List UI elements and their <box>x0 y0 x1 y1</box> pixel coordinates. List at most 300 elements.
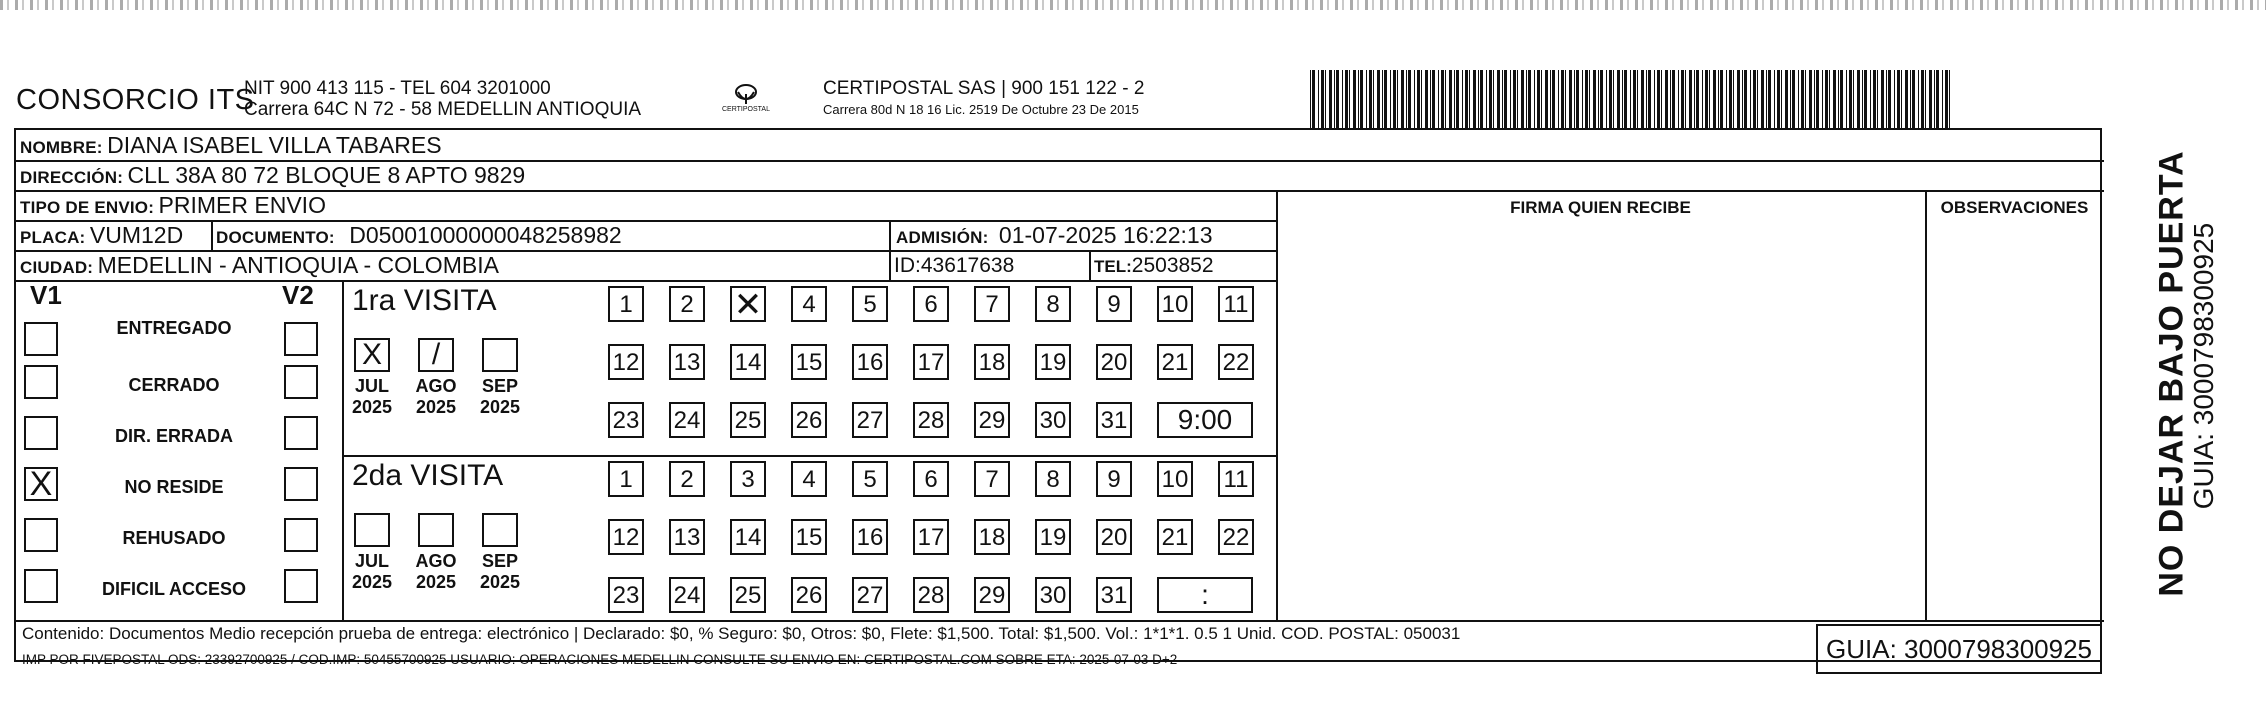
barcode-bar <box>1694 70 1695 128</box>
barcode-bar <box>1888 70 1891 128</box>
month-checkbox[interactable]: / <box>418 338 454 372</box>
barcode-bar <box>1757 70 1758 128</box>
barcode-bar <box>1552 70 1555 128</box>
month-label <box>406 551 466 593</box>
barcode-bar <box>1949 70 1950 128</box>
day-box[interactable]: 2 <box>669 461 705 497</box>
observaciones-header: OBSERVACIONES <box>1940 198 2089 217</box>
tel-value: 2503852 <box>1131 254 1214 277</box>
status-row <box>16 461 338 511</box>
barcode-bar <box>1550 70 1551 128</box>
company-address: Carrera 64C N 72 - 58 MEDELLIN ANTIOQUIA <box>244 99 642 120</box>
barcode-bar <box>1729 70 1732 128</box>
day-box[interactable]: 24 <box>669 577 705 613</box>
day-box[interactable]: 18 <box>974 519 1010 555</box>
delivery-form <box>14 128 2102 667</box>
month-year: 2025 <box>479 572 521 592</box>
v1-checkbox[interactable] <box>24 518 58 552</box>
day-box[interactable]: 26 <box>791 577 827 613</box>
barcode-bar <box>1705 70 1708 128</box>
day-box[interactable]: 5 <box>852 461 888 497</box>
v2-checkbox[interactable] <box>284 467 318 501</box>
barcode-bar <box>1342 70 1343 128</box>
barcode-bar <box>1881 70 1884 128</box>
barcode-bar <box>1929 70 1932 128</box>
barcode-bar <box>1397 70 1398 128</box>
barcode-bar <box>1622 70 1623 128</box>
barcode-bar <box>1574 70 1575 128</box>
day-box[interactable]: 10 <box>1157 461 1193 497</box>
barcode-bar <box>1373 70 1374 128</box>
barcode-bar <box>1750 70 1751 128</box>
month-year: 2025 <box>415 397 457 417</box>
barcode-bar <box>1934 70 1935 128</box>
month-name: SEP <box>481 376 519 396</box>
month-checkbox[interactable] <box>482 513 518 547</box>
day-box[interactable]: 30 <box>1035 577 1071 613</box>
month-checkbox[interactable] <box>354 513 390 547</box>
col-divider <box>1276 190 1278 620</box>
day-box[interactable] <box>730 286 766 322</box>
barcode-bar <box>1598 70 1599 128</box>
side-guia: GUIA: 3000798300925 <box>2188 222 2219 510</box>
visit-title: 1ra VISITA <box>352 284 497 317</box>
day-box[interactable]: 7 <box>974 286 1010 322</box>
v1-checkbox[interactable] <box>24 322 58 356</box>
barcode-bar <box>1414 70 1415 128</box>
v1-checkbox[interactable]: X <box>24 467 58 501</box>
barcode-bar <box>1430 70 1431 128</box>
barcode-bar <box>1486 70 1487 128</box>
month-checkbox[interactable]: X <box>354 338 390 372</box>
barcode-bar <box>1713 70 1716 128</box>
barcode-bar <box>1849 70 1852 128</box>
barcode-bar <box>1593 70 1596 128</box>
barcode-bar <box>1833 70 1836 128</box>
barcode-bar <box>1744 70 1747 128</box>
barcode-bar <box>1502 70 1503 128</box>
v2-checkbox[interactable] <box>284 322 318 356</box>
barcode-bar <box>1369 70 1372 128</box>
barcode-bar <box>1774 70 1775 128</box>
day-box[interactable]: 21 <box>1157 519 1193 555</box>
direccion-value: CLL 38A 80 72 BLOQUE 8 APTO 9829 <box>127 162 526 188</box>
barcode-bar <box>1325 70 1326 128</box>
barcode-bar <box>1661 70 1662 128</box>
day-box[interactable]: 14 <box>730 519 766 555</box>
barcode-bar <box>1801 70 1804 128</box>
day-box[interactable]: 27 <box>852 577 888 613</box>
admision-value: 01-07-2025 16:22:13 <box>998 222 1213 248</box>
barcode-bar <box>1517 70 1518 128</box>
status-row <box>16 512 338 562</box>
barcode-bar <box>1449 70 1452 128</box>
barcode-bar <box>1637 70 1638 128</box>
placa-value: VUM12D <box>89 222 184 248</box>
day-box[interactable]: 15 <box>791 344 827 380</box>
day-box[interactable]: 12 <box>608 344 644 380</box>
v2-checkbox[interactable] <box>284 518 318 552</box>
barcode <box>1310 70 1950 128</box>
day-box[interactable]: 20 <box>1096 519 1132 555</box>
month-name: JUL <box>354 551 389 571</box>
barcode-bar <box>1864 70 1867 128</box>
visit-title: 2da VISITA <box>352 459 504 492</box>
day-box[interactable]: 25 <box>730 402 766 438</box>
status-label: DIFICIL ACCESO <box>101 579 246 599</box>
company-name: CONSORCIO ITS <box>16 84 255 116</box>
day-box[interactable]: 22 <box>1218 344 1254 380</box>
barcode-bar <box>1838 70 1839 128</box>
month-checkbox[interactable] <box>482 338 518 372</box>
barcode-bar <box>1825 70 1828 128</box>
barcode-bar <box>1702 70 1703 128</box>
month-label <box>470 551 530 593</box>
barcode-bar <box>1901 70 1902 128</box>
barcode-bar <box>1792 70 1795 128</box>
barcode-bar <box>1877 70 1878 128</box>
ciudad-field <box>20 252 499 279</box>
barcode-bar <box>1829 70 1830 128</box>
month-label <box>342 376 402 418</box>
day-box[interactable]: 3 <box>730 461 766 497</box>
placa-field <box>20 222 183 249</box>
barcode-bar <box>1425 70 1428 128</box>
barcode-bar <box>1366 70 1367 128</box>
ciudad-label: CIUDAD: <box>20 258 94 277</box>
barcode-bar <box>1561 70 1564 128</box>
barcode-bar <box>1936 70 1939 128</box>
v1-header: V1 <box>30 280 62 310</box>
barcode-bar <box>1438 70 1439 128</box>
barcode-bar <box>1777 70 1780 128</box>
nombre-label: NOMBRE: <box>20 138 103 157</box>
month-year: 2025 <box>415 572 457 592</box>
month-year: 2025 <box>479 397 521 417</box>
barcode-bar <box>1648 70 1651 128</box>
barcode-bar <box>1665 70 1668 128</box>
barcode-bar <box>1510 70 1511 128</box>
month-label <box>470 376 530 418</box>
day-box[interactable]: 4 <box>791 461 827 497</box>
day-box[interactable]: 13 <box>669 519 705 555</box>
barcode-bar <box>1897 70 1900 128</box>
day-box[interactable]: 16 <box>852 519 888 555</box>
day-box[interactable]: 17 <box>913 344 949 380</box>
side-text-block <box>2100 100 2240 660</box>
v2-checkbox[interactable] <box>284 569 318 603</box>
logo-text: CERTIPOSTAL <box>722 106 770 113</box>
barcode-bar <box>1526 70 1527 128</box>
barcode-bar <box>1360 70 1363 128</box>
barcode-bar <box>1513 70 1516 128</box>
barcode-bar <box>1672 70 1675 128</box>
day-box[interactable]: 19 <box>1035 519 1071 555</box>
barcode-bar <box>1606 70 1607 128</box>
day-box[interactable]: 27 <box>852 402 888 438</box>
barcode-bar <box>1334 70 1335 128</box>
footer-contents: Contenido: Documentos Medio recepción prueba de entrega: electrónico | Declarado: $0, % Seguro: $0, Otros: $0, Flete: $1,500. Total: $1,500. Vol.: 1*1*1. 0.5 1 Unid. COD. POSTAL: 050031 <box>22 624 1461 643</box>
day-box[interactable]: 11 <box>1218 286 1254 322</box>
barcode-bar <box>1336 70 1339 128</box>
day-box[interactable]: 6 <box>913 461 949 497</box>
carrier-name: CERTIPOSTAL SAS | 900 151 122 - 2 <box>823 78 1145 99</box>
barcode-bar <box>1377 70 1380 128</box>
barcode-bar <box>1576 70 1579 128</box>
barcode-bar <box>1310 70 1311 128</box>
status-label: ENTREGADO <box>116 318 232 338</box>
day-box[interactable]: 9 <box>1096 286 1132 322</box>
row-divider <box>16 620 2104 622</box>
col-divider <box>1925 190 1927 620</box>
col-divider <box>889 220 891 280</box>
documento-value: D05001000000048258982 <box>349 222 622 248</box>
placa-label: PLACA: <box>20 228 86 247</box>
barcode-bar <box>1534 70 1535 128</box>
barcode-bar <box>1441 70 1444 128</box>
barcode-bar <box>1390 70 1391 128</box>
day-box[interactable]: 30 <box>1035 402 1071 438</box>
barcode-bar <box>1918 70 1919 128</box>
footer-print-info: IMP POR FIVEPOSTAL ODS: 23392700925 / COD.IMP: 50455700925 USUARIO: OPERACIONES MEDELLIN CONSULTE SU ENVIO EN: CERTIPOSTAL.COM SOBRE ETA: 2025-07-03 D+2 <box>22 652 1178 667</box>
barcode-bar <box>1809 70 1812 128</box>
month-name: JUL <box>354 376 389 396</box>
v2-checkbox[interactable] <box>284 365 318 399</box>
day-box[interactable]: 24 <box>669 402 705 438</box>
status-row <box>16 308 338 358</box>
day-box[interactable]: 6 <box>913 286 949 322</box>
barcode-bar <box>1541 70 1542 128</box>
barcode-bar <box>1565 70 1566 128</box>
day-box[interactable]: 11 <box>1218 461 1254 497</box>
barcode-bar <box>1582 70 1583 128</box>
barcode-bar <box>1720 70 1723 128</box>
status-checklist <box>16 308 338 618</box>
v2-checkbox[interactable] <box>284 416 318 450</box>
day-box[interactable]: 13 <box>669 344 705 380</box>
barcode-bar <box>1489 70 1492 128</box>
side-panel <box>2096 100 2236 660</box>
day-box[interactable]: 9 <box>1096 461 1132 497</box>
barcode-bar <box>1718 70 1719 128</box>
status-label: CERRADO <box>128 375 220 395</box>
id-value: 43617638 <box>920 254 1015 277</box>
status-row <box>16 359 338 409</box>
barcode-bar <box>1726 70 1727 128</box>
month-name: AGO <box>415 376 457 396</box>
barcode-bar <box>1641 70 1644 128</box>
barcode-bar <box>1445 70 1446 128</box>
status-label: NO RESIDE <box>124 477 224 497</box>
day-box[interactable]: 18 <box>974 344 1010 380</box>
day-box[interactable]: 29 <box>974 577 1010 613</box>
barcode-bar <box>1910 70 1911 128</box>
tipo-envio-value: PRIMER ENVIO <box>158 192 326 218</box>
barcode-bar <box>1630 70 1631 128</box>
day-box[interactable]: 12 <box>608 519 644 555</box>
day-box[interactable]: 28 <box>913 402 949 438</box>
v1-checkbox[interactable] <box>24 365 58 399</box>
barcode-bar <box>1353 70 1356 128</box>
barcode-bar <box>1921 70 1924 128</box>
barcode-bar <box>1521 70 1524 128</box>
day-box[interactable]: 23 <box>608 402 644 438</box>
barcode-bar <box>1545 70 1548 128</box>
barcode-bar <box>1814 70 1815 128</box>
day-box[interactable]: 1 <box>608 461 644 497</box>
company-nit: NIT 900 413 115 - TEL 604 3201000 <box>244 78 551 99</box>
tipo-envio-field <box>20 192 326 219</box>
day-box[interactable]: 8 <box>1035 461 1071 497</box>
barcode-bar <box>1912 70 1915 128</box>
barcode-bar <box>1633 70 1636 128</box>
direccion-label: DIRECCIÓN: <box>20 168 124 187</box>
barcode-bar <box>1421 70 1422 128</box>
barcode-bar <box>1873 70 1876 128</box>
barcode-bar <box>1408 70 1411 128</box>
month-name: SEP <box>481 551 519 571</box>
nombre-field <box>20 132 442 159</box>
barcode-bar <box>1737 70 1740 128</box>
barcode-bar <box>1840 70 1843 128</box>
barcode-bar <box>1654 70 1655 128</box>
barcode-bar <box>1345 70 1348 128</box>
barcode-bar <box>1558 70 1559 128</box>
barcode-bar <box>1670 70 1671 128</box>
barcode-bar <box>1689 70 1692 128</box>
barcode-bar <box>1646 70 1647 128</box>
day-box[interactable]: 5 <box>852 286 888 322</box>
barcode-bar <box>1454 70 1455 128</box>
barcode-bar <box>1768 70 1771 128</box>
barcode-bar <box>1678 70 1679 128</box>
barcode-bar <box>1417 70 1420 128</box>
barcode-bar <box>1406 70 1407 128</box>
barcode-bar <box>1753 70 1756 128</box>
barcode-bar <box>1857 70 1860 128</box>
barcode-bar <box>1781 70 1782 128</box>
barcode-bar <box>1822 70 1823 128</box>
admision-field <box>896 222 1213 249</box>
status-label: REHUSADO <box>122 528 226 548</box>
guia-number: GUIA: 3000798300925 <box>1816 624 2102 674</box>
company-info <box>244 78 641 120</box>
barcode-bar <box>1318 70 1319 128</box>
day-box[interactable]: 15 <box>791 519 827 555</box>
day-box[interactable]: 29 <box>974 402 1010 438</box>
day-box[interactable]: 21 <box>1157 344 1193 380</box>
barcode-bar <box>1349 70 1350 128</box>
visit-2-panel <box>344 457 1274 619</box>
day-box[interactable]: 17 <box>913 519 949 555</box>
barcode-bar <box>1497 70 1500 128</box>
v1-checkbox[interactable] <box>24 416 58 450</box>
barcode-bar <box>1613 70 1614 128</box>
no-dejar-warning: NO DEJAR BAJO PUERTA <box>2152 150 2191 597</box>
barcode-bar <box>1766 70 1767 128</box>
day-box[interactable]: 4 <box>791 286 827 322</box>
barcode-bar <box>1870 70 1871 128</box>
day-box[interactable]: 7 <box>974 461 1010 497</box>
certipostal-logo <box>714 80 778 124</box>
day-box[interactable]: 25 <box>730 577 766 613</box>
month-checkbox[interactable] <box>418 513 454 547</box>
documento-field <box>216 222 622 249</box>
barcode-bar <box>1657 70 1660 128</box>
barcode-bar <box>1528 70 1531 128</box>
time-field[interactable]: : <box>1157 577 1253 613</box>
day-box[interactable]: 19 <box>1035 344 1071 380</box>
barcode-bar <box>1805 70 1806 128</box>
day-box[interactable]: 31 <box>1096 577 1132 613</box>
day-box[interactable]: 31 <box>1096 402 1132 438</box>
barcode-bar <box>1945 70 1948 128</box>
barcode-bar <box>1312 70 1315 128</box>
barcode-bar <box>1709 70 1710 128</box>
day-box[interactable]: 16 <box>852 344 888 380</box>
barcode-bar <box>1685 70 1686 128</box>
barcode-bar <box>1905 70 1908 128</box>
day-box[interactable]: 2 <box>669 286 705 322</box>
documento-label: DOCUMENTO: <box>216 228 335 247</box>
barcode-bar <box>1473 70 1476 128</box>
barcode-bar <box>1462 70 1463 128</box>
month-year: 2025 <box>351 572 393 592</box>
barcode-bar <box>1382 70 1383 128</box>
id-field <box>894 254 1014 278</box>
barcode-bar <box>1862 70 1863 128</box>
barcode-bar <box>1480 70 1483 128</box>
barcode-bar <box>1761 70 1764 128</box>
id-label: ID: <box>894 254 921 277</box>
month-year: 2025 <box>351 397 393 417</box>
barcode-bar <box>1321 70 1324 128</box>
carrier-license: Carrera 80d N 18 16 Lic. 2519 De Octubre 23 De 2015 <box>823 102 1139 117</box>
barcode-bar <box>1696 70 1699 128</box>
day-box[interactable]: 20 <box>1096 344 1132 380</box>
day-box[interactable]: 10 <box>1157 286 1193 322</box>
day-box[interactable]: 26 <box>791 402 827 438</box>
barcode-bar <box>1742 70 1743 128</box>
day-box[interactable]: 8 <box>1035 286 1071 322</box>
tipo-envio-label: TIPO DE ENVIO: <box>20 198 155 217</box>
status-label: DIR. ERRADA <box>114 426 233 446</box>
barcode-bar <box>1329 70 1332 128</box>
row-divider <box>16 190 2104 192</box>
barcode-bar <box>1853 70 1854 128</box>
v2-header: V2 <box>282 280 314 310</box>
month-label <box>406 376 466 418</box>
day-box[interactable]: 14 <box>730 344 766 380</box>
barcode-bar <box>1469 70 1470 128</box>
ciudad-value: MEDELLIN - ANTIOQUIA - COLOMBIA <box>97 252 499 278</box>
tel-label: TEL: <box>1094 257 1132 276</box>
time-field[interactable]: 9:00 <box>1157 402 1253 438</box>
nombre-value: DIANA ISABEL VILLA TABARES <box>107 132 442 158</box>
day-box[interactable]: 1 <box>608 286 644 322</box>
day-box[interactable]: 28 <box>913 577 949 613</box>
barcode-bar <box>1589 70 1590 128</box>
barcode-bar <box>1393 70 1396 128</box>
barcode-bar <box>1624 70 1627 128</box>
barcode-bar <box>1681 70 1684 128</box>
barcode-bar <box>1785 70 1788 128</box>
month-label <box>342 551 402 593</box>
day-box[interactable]: 23 <box>608 577 644 613</box>
admision-label: ADMISIÓN: <box>896 228 989 247</box>
day-box[interactable]: 22 <box>1218 519 1254 555</box>
v1-checkbox[interactable] <box>24 569 58 603</box>
